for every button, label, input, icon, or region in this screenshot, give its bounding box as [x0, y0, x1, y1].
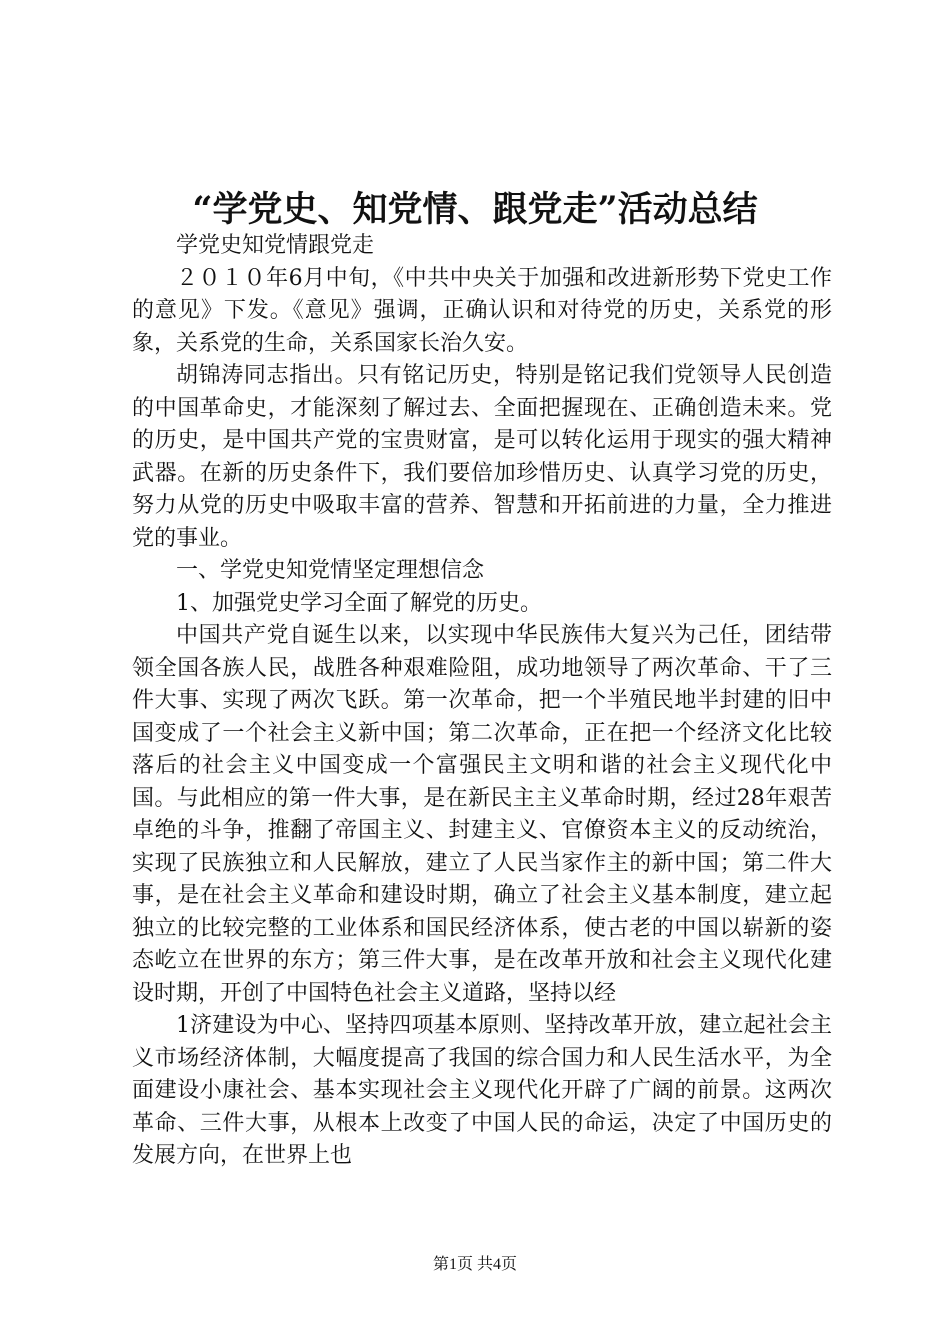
paragraph-subtitle: 学党史知党情跟党走: [176, 233, 375, 258]
paragraph-intro: ２０１０年6月中旬，《中共中央关于加强和改进新形势下党史工作的意见》下发。《意见》强调，正确认识和对待党的历史，关系党的形象，关系党的生命，关系国家长治久安。: [132, 265, 832, 356]
document-body: [132, 230, 832, 1173]
subsection-heading-1: 1、加强党史学习全面了解党的历史。: [176, 590, 542, 616]
paragraph-history: 中国共产党自诞生以来，以实现中华民族伟大复兴为己任，团结带领全国各族人民，战胜各种艰难险阻，成功地领导了两次革命、干了三件大事、实现了两次飞跃。第一次革命，把一个半殖民地半封建的旧中国变成了一个社会主义新中国；第二次革命，正在把一个经济文化比较落后的社会主义中国变成一个富强民主文明和谐的社会主义现代化中国。与此相应的第一件大事，是在新民主主义革命时期，经过28年艰苦卓绝的斗争，推翻了帝国主义、封建主义、官僚资本主义的反动统治，实现了民族独立和人民解放，建立了人民当家作主的新中国；第二件大事，是在社会主义革命和建设时期，确立了社会主义基本制度，建立起独立的比较完整的工业体系和国民经济体系，使古老的中国以崭新的姿态屹立在世界的东方；第三件大事，是在改革开放和社会主义现代化建设时期，开创了中国特色社会主义道路，坚持以经: [132, 623, 832, 1006]
paragraph-continuation: 1济建设为中心、坚持四项基本原则、坚持改革开放，建立起社会主义市场经济体制，大幅度提高了我国的综合国力和人民生活水平，为全面建设小康社会、基本实现社会主义现代化开辟了广阔的前景。这两次革命、三件大事，从根本上改变了中国人民的命运，决定了中国历史的发展方向，在世界上也: [132, 1013, 832, 1168]
document-title: “学党史、知党情、跟党走”活动总结: [192, 189, 758, 230]
section-heading-1: 一、学党史知党情坚定理想信念: [176, 558, 485, 583]
page-footer: 第1页 共4页: [432, 1256, 517, 1273]
paragraph-quote: 胡锦涛同志指出。只有铭记历史，特别是铭记我们党领导人民创造的中国革命史，才能深刻了解过去、全面把握现在、正确创造未来。党的历史，是中国共产党的宝贵财富，是可以转化运用于现实的强大精神武器。在新的历史条件下，我们要倍加珍惜历史、认真学习党的历史，努力从党的历史中吸取丰富的营养、智慧和开拓前进的力量，全力推进党的事业。: [132, 363, 832, 551]
